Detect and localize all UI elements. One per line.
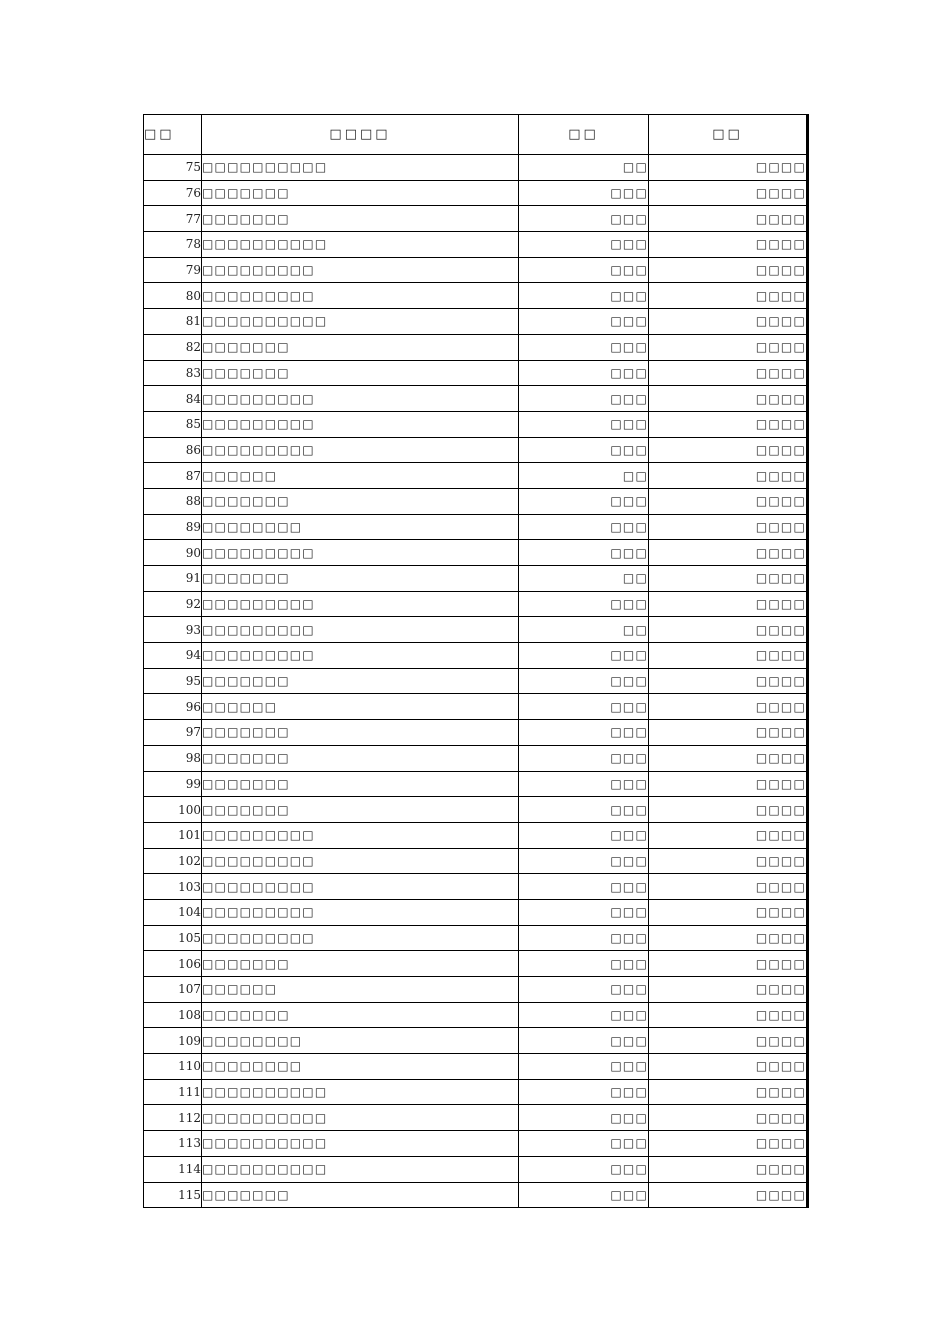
row-col-b: □□□□ — [649, 977, 808, 1003]
row-col-a: □□□ — [519, 848, 649, 874]
row-col-a: □□□ — [519, 694, 649, 720]
row-name: □□□□□□□ — [202, 797, 519, 823]
row-col-a: □□□ — [519, 360, 649, 386]
row-name: □□□□□□□□□□ — [202, 1079, 519, 1105]
row-col-b: □□□□ — [649, 463, 808, 489]
row-number: 113 — [144, 1131, 202, 1157]
row-number: 79 — [144, 257, 202, 283]
row-col-b: □□□□ — [649, 1054, 808, 1080]
row-col-a: □□□ — [519, 488, 649, 514]
row-col-a: □□□ — [519, 977, 649, 1003]
table-row — [144, 951, 808, 977]
row-col-b: □□□□ — [649, 283, 808, 309]
row-name: □□□□□□□□ — [202, 1028, 519, 1054]
row-col-a: □□□ — [519, 411, 649, 437]
row-col-b: □□□□ — [649, 720, 808, 746]
row-number: 83 — [144, 360, 202, 386]
row-col-b: □□□□ — [649, 848, 808, 874]
row-col-b: □□□□ — [649, 1028, 808, 1054]
row-number: 91 — [144, 566, 202, 592]
table-row — [144, 232, 808, 258]
row-name: □□□□□□□□□□ — [202, 1131, 519, 1157]
row-name: □□□□□□□□□ — [202, 617, 519, 643]
row-number: 75 — [144, 155, 202, 181]
row-name: □□□□□□□ — [202, 566, 519, 592]
header-row — [144, 115, 808, 155]
row-col-a: □□□ — [519, 1131, 649, 1157]
row-number: 90 — [144, 540, 202, 566]
row-number: 77 — [144, 206, 202, 232]
row-col-a: □□□ — [519, 822, 649, 848]
table-row — [144, 309, 808, 335]
table-row — [144, 386, 808, 412]
row-col-b: □□□□ — [649, 386, 808, 412]
table-row — [144, 180, 808, 206]
table-row — [144, 899, 808, 925]
row-col-b: □□□□ — [649, 540, 808, 566]
row-col-b: □□□□ — [649, 822, 808, 848]
row-col-a: □□ — [519, 463, 649, 489]
row-col-a: □□ — [519, 617, 649, 643]
row-number: 106 — [144, 951, 202, 977]
table-row — [144, 591, 808, 617]
row-name: □□□□□□□□□ — [202, 899, 519, 925]
table-row — [144, 925, 808, 951]
row-name: □□□□□□□□□□ — [202, 155, 519, 181]
row-col-b: □□□□ — [649, 925, 808, 951]
row-number: 108 — [144, 1002, 202, 1028]
row-number: 93 — [144, 617, 202, 643]
table-row — [144, 566, 808, 592]
row-name: □□□□□□□ — [202, 1182, 519, 1208]
header-name: □□□□ — [202, 115, 519, 155]
row-col-a: □□□ — [519, 283, 649, 309]
table-row — [144, 206, 808, 232]
row-col-a: □□□ — [519, 1054, 649, 1080]
row-name: □□□□□□□□□ — [202, 540, 519, 566]
row-number: 102 — [144, 848, 202, 874]
table-row — [144, 797, 808, 823]
table-row — [144, 1079, 808, 1105]
row-name: □□□□□□□ — [202, 1002, 519, 1028]
row-name: □□□□□□□□□□ — [202, 309, 519, 335]
row-name: □□□□□□□□□ — [202, 874, 519, 900]
row-name: □□□□□□□ — [202, 668, 519, 694]
table-body — [144, 155, 808, 1208]
row-name: □□□□□□□ — [202, 360, 519, 386]
table-row — [144, 745, 808, 771]
row-col-b: □□□□ — [649, 257, 808, 283]
row-col-b: □□□□ — [649, 617, 808, 643]
table-row — [144, 540, 808, 566]
row-col-a: □□□ — [519, 514, 649, 540]
row-name: □□□□□□□ — [202, 334, 519, 360]
row-number: 95 — [144, 668, 202, 694]
row-col-a: □□□ — [519, 745, 649, 771]
row-number: 86 — [144, 437, 202, 463]
table-row — [144, 514, 808, 540]
row-number: 111 — [144, 1079, 202, 1105]
row-col-b: □□□□ — [649, 1182, 808, 1208]
row-col-a: □□□ — [519, 180, 649, 206]
row-number: 107 — [144, 977, 202, 1003]
row-name: □□□□□□ — [202, 463, 519, 489]
row-col-b: □□□□ — [649, 643, 808, 669]
row-number: 80 — [144, 283, 202, 309]
row-col-a: □□□ — [519, 206, 649, 232]
row-col-b: □□□□ — [649, 668, 808, 694]
row-col-b: □□□□ — [649, 334, 808, 360]
row-col-b: □□□□ — [649, 488, 808, 514]
row-name: □□□□□□□□□ — [202, 925, 519, 951]
row-col-b: □□□□ — [649, 1131, 808, 1157]
row-number: 101 — [144, 822, 202, 848]
table-row — [144, 848, 808, 874]
table-row — [144, 668, 808, 694]
table-row — [144, 617, 808, 643]
row-col-a: □□□ — [519, 951, 649, 977]
table-row — [144, 334, 808, 360]
row-col-a: □□□ — [519, 925, 649, 951]
row-col-b: □□□□ — [649, 591, 808, 617]
row-number: 104 — [144, 899, 202, 925]
row-col-a: □□□ — [519, 1002, 649, 1028]
row-number: 99 — [144, 771, 202, 797]
table-row — [144, 360, 808, 386]
row-col-a: □□□ — [519, 1028, 649, 1054]
table-row — [144, 1182, 808, 1208]
row-col-a: □□□ — [519, 1182, 649, 1208]
row-name: □□□□□□□ — [202, 180, 519, 206]
table-row — [144, 874, 808, 900]
row-number: 100 — [144, 797, 202, 823]
row-col-a: □□□ — [519, 386, 649, 412]
row-name: □□□□□□□□ — [202, 1054, 519, 1080]
row-number: 110 — [144, 1054, 202, 1080]
row-number: 89 — [144, 514, 202, 540]
table-row — [144, 488, 808, 514]
table-row — [144, 1054, 808, 1080]
row-number: 103 — [144, 874, 202, 900]
row-number: 81 — [144, 309, 202, 335]
row-number: 92 — [144, 591, 202, 617]
row-name: □□□□□□□□□ — [202, 591, 519, 617]
row-col-b: □□□□ — [649, 206, 808, 232]
row-number: 85 — [144, 411, 202, 437]
row-col-b: □□□□ — [649, 899, 808, 925]
table-row — [144, 1002, 808, 1028]
table-row — [144, 155, 808, 181]
row-col-b: □□□□ — [649, 771, 808, 797]
row-col-a: □□□ — [519, 1079, 649, 1105]
row-name: □□□□□□□□□ — [202, 257, 519, 283]
row-number: 96 — [144, 694, 202, 720]
row-number: 78 — [144, 232, 202, 258]
row-col-a: □□ — [519, 155, 649, 181]
row-col-a: □□□ — [519, 720, 649, 746]
row-name: □□□□□□ — [202, 694, 519, 720]
header-col-b: □□ — [649, 115, 808, 155]
row-col-b: □□□□ — [649, 180, 808, 206]
table-row — [144, 694, 808, 720]
row-col-a: □□□ — [519, 668, 649, 694]
row-number: 98 — [144, 745, 202, 771]
row-col-b: □□□□ — [649, 309, 808, 335]
row-name: □□□□□□□□□□ — [202, 1156, 519, 1182]
table-row — [144, 977, 808, 1003]
row-col-a: □□□ — [519, 437, 649, 463]
row-col-b: □□□□ — [649, 694, 808, 720]
row-number: 115 — [144, 1182, 202, 1208]
row-col-b: □□□□ — [649, 232, 808, 258]
row-name: □□□□□□□ — [202, 488, 519, 514]
row-col-a: □□□ — [519, 1156, 649, 1182]
row-number: 84 — [144, 386, 202, 412]
row-number: 94 — [144, 643, 202, 669]
row-name: □□□□□□□ — [202, 951, 519, 977]
row-col-b: □□□□ — [649, 874, 808, 900]
row-number: 109 — [144, 1028, 202, 1054]
table-row — [144, 463, 808, 489]
row-number: 114 — [144, 1156, 202, 1182]
row-col-b: □□□□ — [649, 951, 808, 977]
table-row — [144, 1156, 808, 1182]
data-table — [143, 114, 809, 1208]
row-col-a: □□□ — [519, 771, 649, 797]
header-number: □□ — [144, 115, 202, 155]
row-col-a: □□ — [519, 566, 649, 592]
row-col-b: □□□□ — [649, 1079, 808, 1105]
row-number: 97 — [144, 720, 202, 746]
row-col-a: □□□ — [519, 643, 649, 669]
row-col-a: □□□ — [519, 232, 649, 258]
table-row — [144, 1028, 808, 1054]
row-number: 112 — [144, 1105, 202, 1131]
row-name: □□□□□□□□□ — [202, 283, 519, 309]
row-col-b: □□□□ — [649, 437, 808, 463]
row-name: □□□□□□□□□ — [202, 386, 519, 412]
row-col-b: □□□□ — [649, 360, 808, 386]
row-col-a: □□□ — [519, 1105, 649, 1131]
row-col-b: □□□□ — [649, 566, 808, 592]
row-col-a: □□□ — [519, 899, 649, 925]
row-name: □□□□□□□□□ — [202, 643, 519, 669]
table-row — [144, 643, 808, 669]
row-name: □□□□□□□□□ — [202, 437, 519, 463]
row-col-a: □□□ — [519, 591, 649, 617]
header-col-a: □□ — [519, 115, 649, 155]
row-name: □□□□□□□□□□ — [202, 1105, 519, 1131]
table-row — [144, 771, 808, 797]
row-col-a: □□□ — [519, 797, 649, 823]
row-col-b: □□□□ — [649, 514, 808, 540]
row-col-b: □□□□ — [649, 155, 808, 181]
row-number: 87 — [144, 463, 202, 489]
row-name: □□□□□□□ — [202, 771, 519, 797]
table-row — [144, 1131, 808, 1157]
row-name: □□□□□□□□□ — [202, 848, 519, 874]
table-row — [144, 1105, 808, 1131]
row-col-a: □□□ — [519, 257, 649, 283]
table-row — [144, 411, 808, 437]
table-row — [144, 720, 808, 746]
row-name: □□□□□□□□□□ — [202, 232, 519, 258]
row-number: 76 — [144, 180, 202, 206]
row-number: 88 — [144, 488, 202, 514]
row-name: □□□□□□□ — [202, 720, 519, 746]
row-col-a: □□□ — [519, 309, 649, 335]
row-name: □□□□□□□□ — [202, 514, 519, 540]
row-col-a: □□□ — [519, 874, 649, 900]
row-name: □□□□□□□□□ — [202, 822, 519, 848]
row-col-b: □□□□ — [649, 745, 808, 771]
table-header — [144, 115, 808, 155]
row-col-b: □□□□ — [649, 1002, 808, 1028]
table-row — [144, 257, 808, 283]
row-number: 105 — [144, 925, 202, 951]
row-name: □□□□□□ — [202, 977, 519, 1003]
row-name: □□□□□□□ — [202, 745, 519, 771]
row-col-a: □□□ — [519, 540, 649, 566]
row-col-a: □□□ — [519, 334, 649, 360]
row-col-b: □□□□ — [649, 1105, 808, 1131]
row-col-b: □□□□ — [649, 411, 808, 437]
row-name: □□□□□□□ — [202, 206, 519, 232]
row-col-b: □□□□ — [649, 1156, 808, 1182]
row-col-b: □□□□ — [649, 797, 808, 823]
table-row — [144, 283, 808, 309]
table-row — [144, 822, 808, 848]
row-name: □□□□□□□□□ — [202, 411, 519, 437]
row-number: 82 — [144, 334, 202, 360]
table-row — [144, 437, 808, 463]
